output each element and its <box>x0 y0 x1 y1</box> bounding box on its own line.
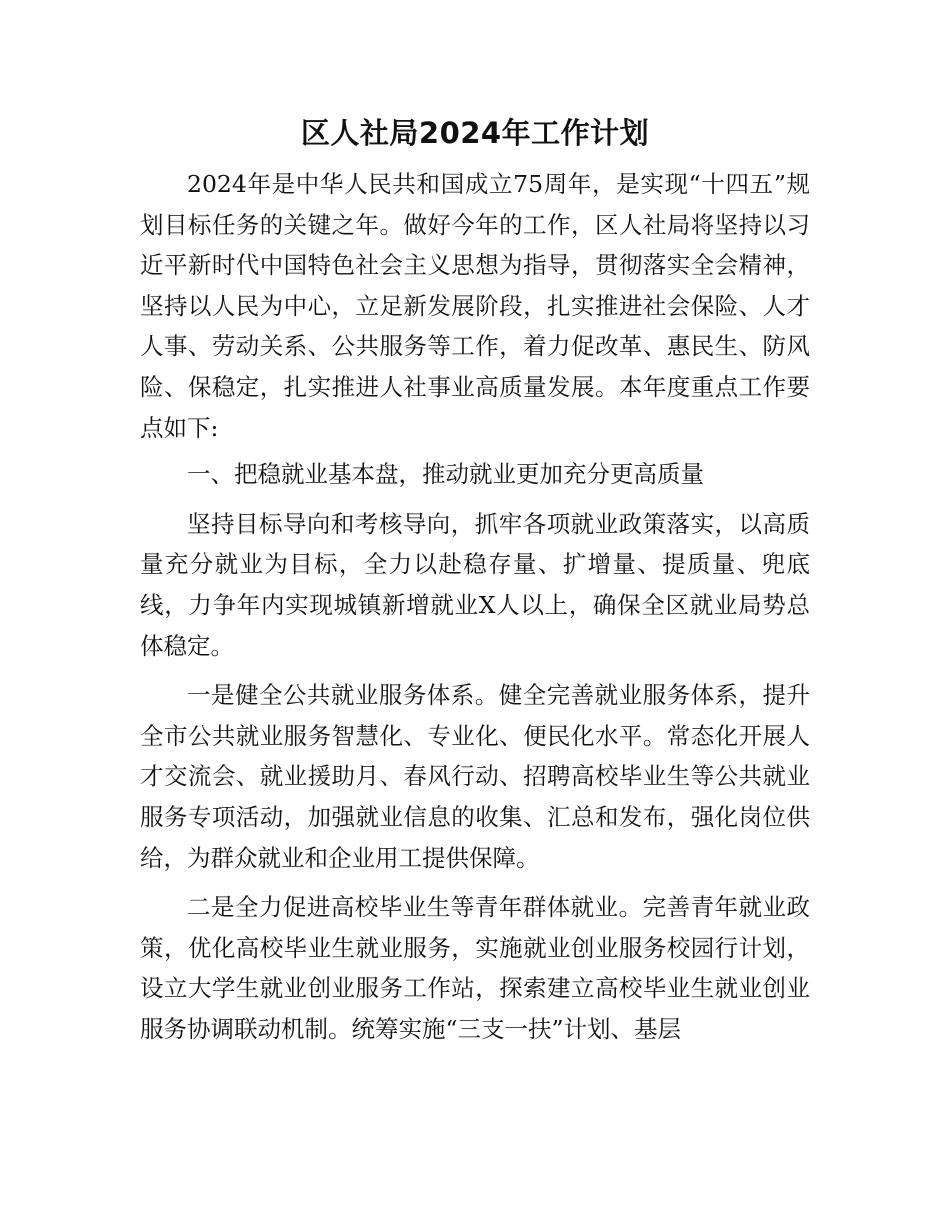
section-heading-1: 一、把稳就业基本盘，推动就业更加充分更高质量 <box>187 460 704 489</box>
document-title: 区人社局2024年工作计划 <box>300 116 650 150</box>
section-1-summary-paragraph: 坚持目标导向和考核导向，抓牢各项就业政策落实，以高质量充分就业为目标，全力以赴稳存量、扩增量、提质量、兜底线，力争年内实现城镇新增就业X人以上，确保全区就业局势总体稳定。 <box>140 509 810 660</box>
section-1-item-1-paragraph: 一是健全公共就业服务体系。健全完善就业服务体系，提升全市公共就业服务智慧化、专业化、便民化水平。常态化开展人才交流会、就业援助月、春风行动、招聘高校毕业生等公共就业服务专项活动，加强就业信息的收集、汇总和发布，强化岗位供给，为群众就业和企业用工提供保障。 <box>140 681 810 872</box>
section-1-item-2-paragraph: 二是全力促进高校毕业生等青年群体就业。完善青年就业政策，优化高校毕业生就业服务，实施就业创业服务校园行计划，设立大学生就业创业服务工作站，探索建立高校毕业生就业创业服务协调联动机制。统筹实施“三支一扶”计划、基层 <box>140 893 810 1043</box>
intro-paragraph: 2024年是中华人民共和国成立75周年，是实现“十四五”规划目标任务的关键之年。做好今年的工作，区人社局将坚持以习近平新时代中国特色社会主义思想为指导，贯彻落实全会精神，坚持以人民为中心，立足新发展阶段，扎实推进社会保险、人才人事、劳动关系、公共服务等工作，着力促改革、惠民生、防风险、保稳定，扎实推进人社事业高质量发展。本年度重点工作要点如下: <box>140 170 810 442</box>
